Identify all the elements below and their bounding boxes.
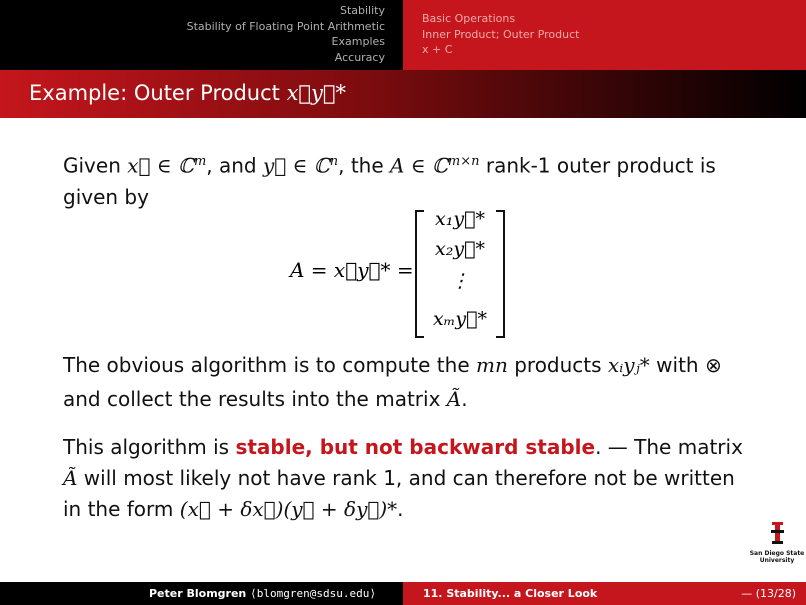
footer-author: [149, 587, 376, 600]
math-perturbed-form: (x⃗ + δx⃗)(y⃗ + δy⃗)*: [179, 497, 398, 521]
footer-author-block: [0, 582, 403, 605]
matrix-row-m: xₘy⃗*: [432, 308, 487, 330]
footer-title-block: [403, 582, 806, 605]
author-name: Peter Blomgren: [149, 587, 247, 600]
text: Given: [63, 153, 128, 178]
slide-body-lower: [63, 348, 753, 525]
text: This algorithm is: [63, 435, 236, 459]
math-a-tilde: Ã: [63, 466, 78, 490]
text: .: [461, 387, 468, 411]
paragraph-stability: [63, 432, 753, 525]
math-xi-yj: xᵢyⱼ*: [607, 353, 650, 377]
frame-title: [29, 81, 346, 105]
text: will most likely not have rank 1, and can therefore not be written in the form: [63, 466, 735, 521]
nav-section-stability[interactable]: Stability: [339, 4, 385, 17]
slide-body: [63, 146, 753, 213]
math-y-in-cn: y⃗ ∈ ℂ: [262, 153, 330, 178]
footer-bar: [0, 582, 806, 605]
header-bar: [0, 0, 806, 70]
text: .: [397, 497, 404, 521]
math-exp-mxn: m×n: [447, 154, 480, 169]
author-email: ⟨blomgren@sdsu.edu⟩: [250, 587, 376, 600]
sdsu-logo: [748, 520, 806, 568]
footer-page-number: — (13/28): [741, 587, 796, 600]
outer-product-equation: [290, 208, 530, 338]
frame-title-text: Example: Outer Product: [29, 81, 287, 105]
section-navigation: [0, 0, 403, 70]
text: with ⊗ and collect the results into the matrix: [63, 353, 722, 411]
logo-line-1: San Diego State: [749, 550, 805, 557]
text: products: [507, 353, 608, 377]
logo-wordmark: [748, 550, 806, 564]
subsection-navigation: [403, 0, 806, 70]
text: . — The matrix: [595, 435, 743, 459]
sdsu-emblem-icon: [748, 520, 806, 550]
highlight-stable-not-backward: stable, but not backward stable: [235, 435, 596, 459]
logo-line-2: University: [759, 557, 795, 564]
nav-section-examples[interactable]: Examples: [331, 35, 385, 48]
equation-lhs: A = x⃗y⃗* =: [290, 258, 414, 282]
column-matrix: [415, 208, 505, 338]
matrix-row-vdots: ⋮: [450, 270, 470, 292]
math-x-in-cm: x⃗ ∈ ℂ: [127, 153, 194, 178]
frame-title-bar: [0, 70, 806, 118]
text: , and: [206, 153, 263, 178]
matrix-row-2: x₂y⃗*: [435, 238, 485, 260]
nav-subsection-inner-outer-product[interactable]: Inner Product; Outer Product: [422, 27, 580, 41]
matrix-row-1: x₁y⃗*: [435, 208, 485, 230]
frame-title-math: x⃗y⃗*: [286, 81, 346, 105]
nav-section-floating-point[interactable]: Stability of Floating Point Arithmetic: [186, 19, 385, 33]
text: , the: [338, 153, 391, 178]
math-a-in-cmn: A ∈ ℂ: [390, 153, 448, 178]
math-exp-n: n: [329, 154, 339, 169]
text: rank-1 outer product is given by: [63, 153, 716, 209]
math-exp-m: m: [193, 154, 207, 169]
nav-section-accuracy[interactable]: Accuracy: [334, 50, 385, 64]
nav-subsection-basic-operations[interactable]: Basic Operations: [422, 12, 516, 25]
paragraph-given: [63, 146, 753, 213]
math-a-tilde: Ã: [446, 387, 462, 411]
footer-short-title: 11. Stability... a Closer Look: [423, 587, 598, 600]
paragraph-algorithm: [63, 348, 753, 416]
nav-subsection-x-plus-c[interactable]: x + C: [422, 43, 453, 56]
text: The obvious algorithm is to compute the: [63, 353, 476, 377]
math-mn: mn: [476, 353, 508, 377]
